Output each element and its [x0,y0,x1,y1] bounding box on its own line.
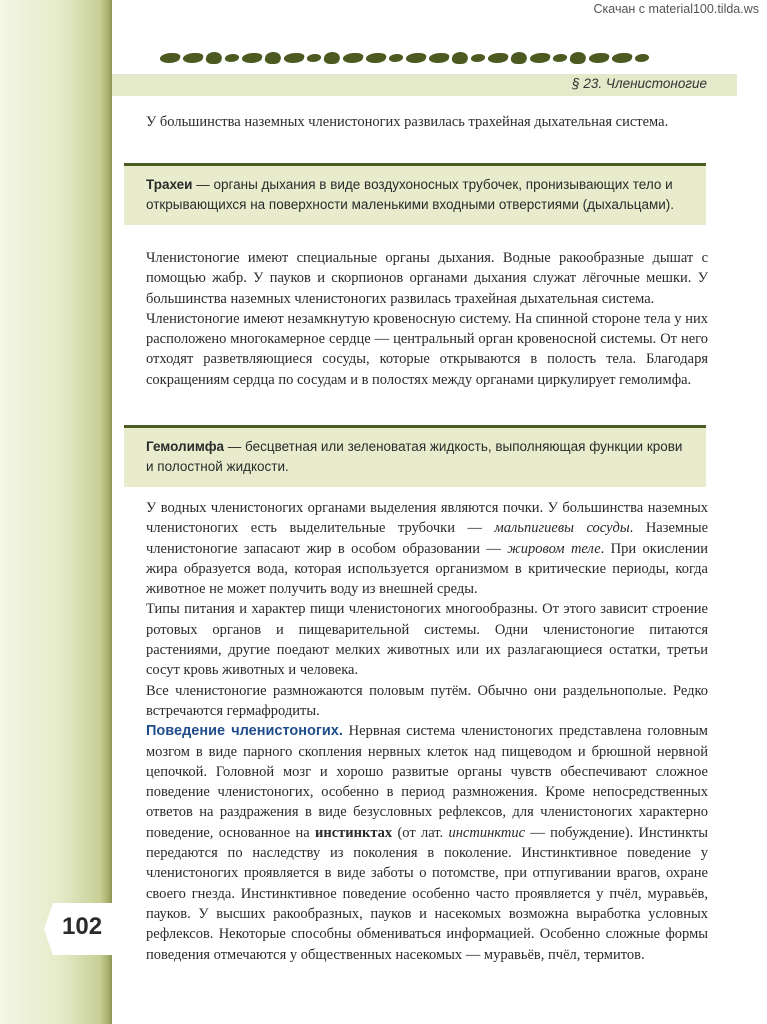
paragraph-reproduction: Все членистоногие размножаются половым путём. Обычно они раздельнополые. Редко встречаются гермафродиты. [146,682,708,719]
definition-text: — органы дыхания в виде воздухоносных трубочек, пронизывающих тело и открывающихся на поверхности маленькими входными отверстиями (дыхальцами). [146,177,675,212]
paragraph-respiration: Членистоногие имеют специальные органы дыхания. Водные ракообразные дышат с помощью жабр. У пауков и скорпионов органами дыхания служат лёгочные мешки. У большинства наземных членистоногих развилась трахейная дыхательная система. [146,250,708,307]
page-spine-decoration [0,0,112,1024]
paragraph-excretion: У водных членистоногих органами выделения являются почки. У большинства наземных членистоногих есть выделительные трубочки — мальпигиевы сосуды. Наземные членистоногие запасают жир в особом образовании — жировом теле. При окислении жира образуется вода, которая используется организмом в критические периоды, когда животное не может получить воду из внешней среды. [146,500,709,598]
paragraph-intro [146,112,708,132]
paragraph-group-2 [146,248,708,390]
paragraph-circulation: Членистоногие имеют незамкнутую кровеносную систему. На спинной стороне тела у них расположено многокамерное сердце — центральный орган кровеносной системы. От него отходят разветвляющиеся сосуды, которые открываются в полость тела. Благодаря сокращениям сердца по сосудам и в полостях между органами циркулирует гемолимфа. [146,310,708,388]
definition-box-tracheae [124,163,706,225]
section-header-bar [112,74,737,96]
animal-silhouette-strip [160,48,720,68]
paragraph-nutrition: Типы питания и характер пищи членистоногих многообразны. От этого зависит строение ротовых органов и пищеварительной системы. Одни членистоногие питаются растениями, другие поедают мелких животных или их разлагающиеся остатки, третьи сосут кровь животных и человека. [146,601,708,679]
definition-text: — бесцветная или зеленоватая жидкость, выполняющая функции крови и полостной жидкости. [146,439,683,474]
definition-term: Гемолимфа [146,439,225,454]
behavior-heading: Поведение членистоногих. [146,723,343,740]
paragraph-behavior: Поведение членистоногих. Нервная система членистоногих представлена головным мозгом в виде парного скопления нервных клеток над пищеводом и брюшной нервной цепочкой. Головной мозг и хорошо развитые органы чувств обеспечивают сложное поведение членистоногих, особенно в период размножения. Кроме непосредственных ответов на раздражения в виде безусловных рефлексов, для членистоногих характерно поведение, основанное на инстинктах (от лат. инстинктис — побуждение). Инстинкты передаются по наследству из поколения в поколение. Инстинктивное поведение у членистоногих проявляется в виде заботы о потомстве, при отпугивании врагов, охране своего гнезда. Инстинктивное поведение особенно часто проявляется у пчёл, муравьёв, пауков. У высших ракообразных, пауков и насекомых возможна выработка условных рефлексов. Некоторые способны обмениваться информацией. Особенно сложные формы поведения отмечаются у общественных насекомых — муравьёв, пчёл, термитов. [146,723,708,963]
watermark-text: Скачан с material100.tilda.ws [593,2,759,16]
section-title: § 23. Членистоногие [572,76,707,91]
definition-box-hemolymph [124,425,706,487]
definition-term: Трахеи [146,177,193,192]
page-number: 102 [62,913,103,940]
paragraph-group-3 [146,498,708,965]
paragraph-1: У большинства наземных членистоногих развилась трахейная дыхательная система. [146,114,669,130]
